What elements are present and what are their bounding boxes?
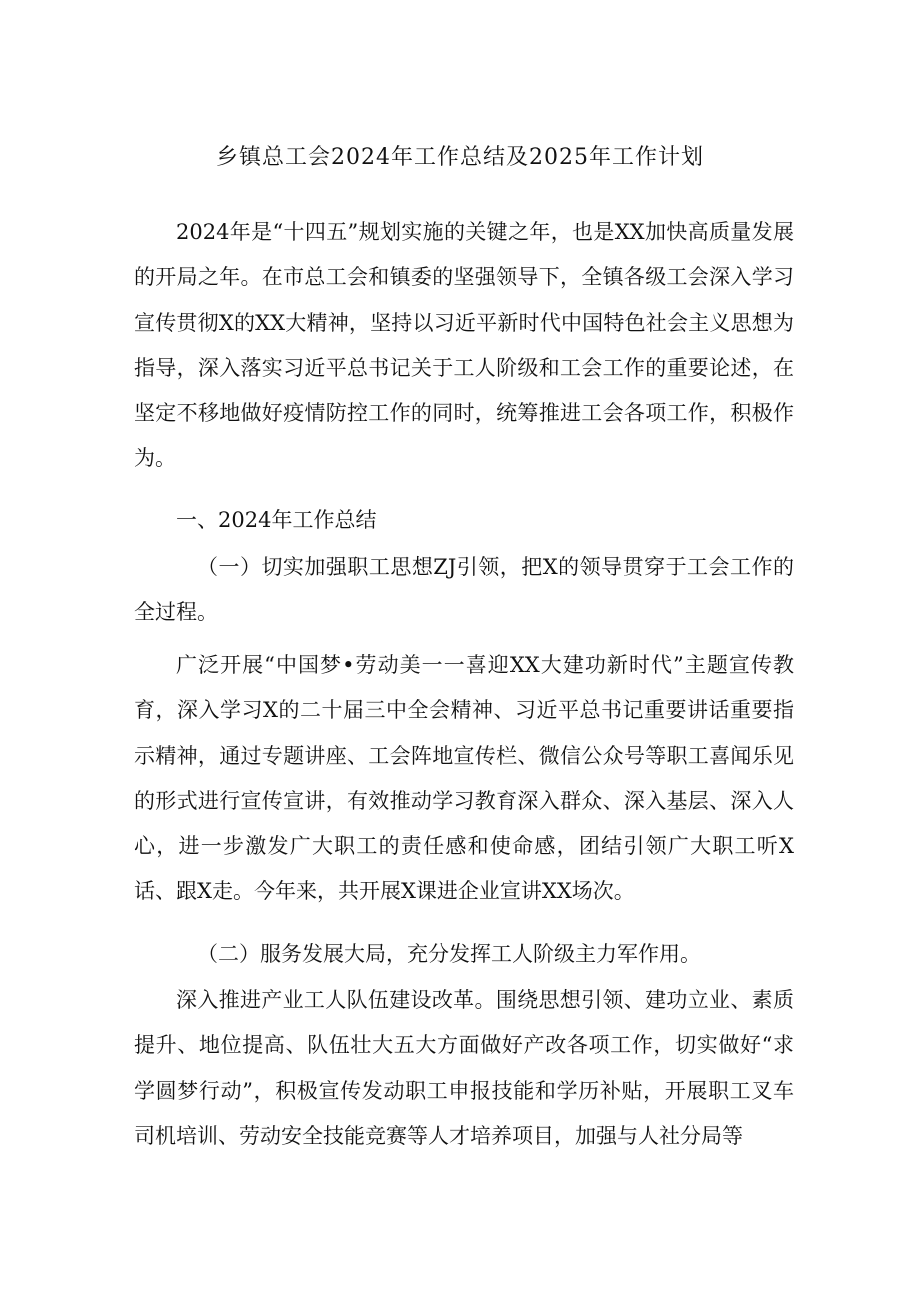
section-1-heading: 一、2024年工作总结 [176,508,377,532]
subsection-2-heading: （二）服务发展大局，充分发挥工人阶级主力军作用。 [197,942,701,966]
intro-paragraph: 2024年是“十四五”规划实施的关键之年，也是XX加快高质量发展的开局之年。在市总工会和镇委的坚强领导下，全镇各级工会深入学习宣传贯彻X的XX大精神，坚持以习近平新时代中国特色社会主义思想为指导，深入落实习近平总书记关于工人阶级和工会工作的重要论述，在坚定不移地做好疫情防控工作的同时，统筹推进工会各项工作，积极作为。 [134,220,794,471]
document-title: 乡镇总工会2024年工作总结及2025年工作计划 [216,145,704,170]
subsection-1-body: 广泛开展“中国梦•劳动美一一喜迎XX大建功新时代”主题宣传教育，深入学习X的二十届三中全会精神、习近平总书记重要讲话重要指示精神，通过专题讲座、工会阵地宣传栏、微信公众号等职工喜闻乐见的形式进行宣传宣讲，有效推动学习教育深入群众、深入基层、深入人心，进一步激发广大职工的责任感和使命感，团结引领广大职工听X话、跟X走。今年来，共开展X课进企业宣讲XX场次。 [134,653,794,904]
subsection-2-body: 深入推进产业工人队伍建设改革。围绕思想引领、建功立业、素质提升、地位提高、队伍壮大五大方面做好产改各项工作，切实做好“求学圆梦行动”，积极宣传发动职工申报技能和学历补贴，开展职工叉车司机培训、劳动安全技能竞赛等人才培养项目，加强与人社分局等 [134,988,794,1148]
subsection-1-heading: （一）切实加强职工思想ZJ引领，把X的领导贯穿于工会工作的全过程。 [134,555,794,625]
